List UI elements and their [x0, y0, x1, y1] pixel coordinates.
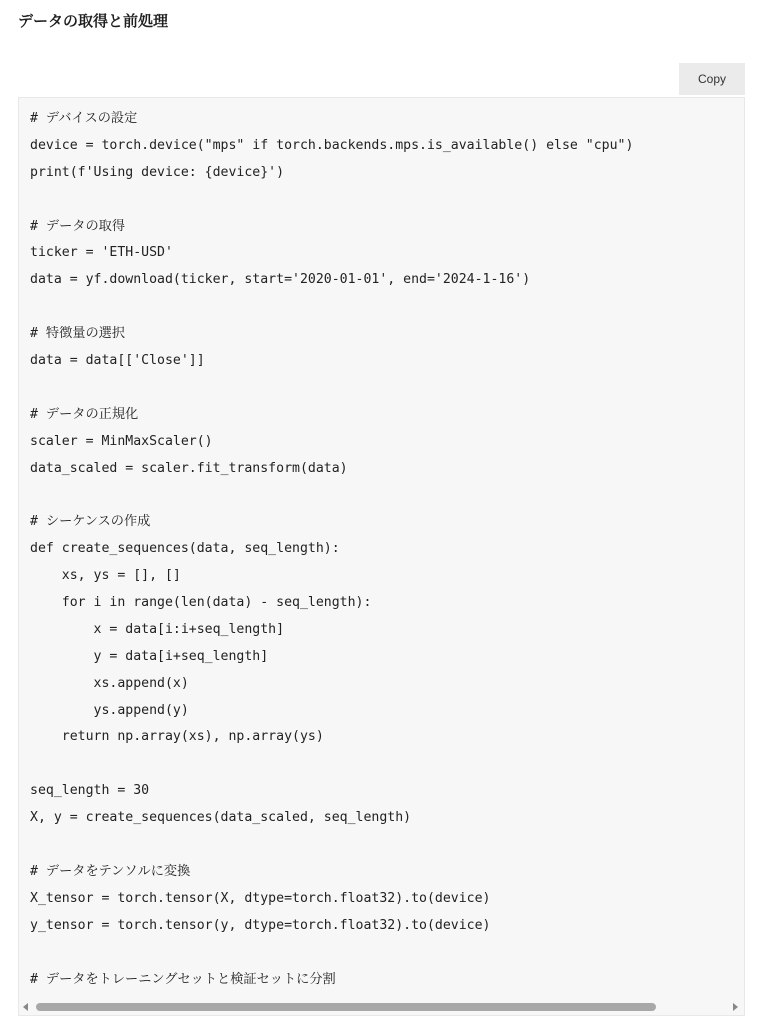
- code-line: xs.append(x): [30, 675, 189, 691]
- code-line: def create_sequences(data, seq_length):: [30, 541, 340, 557]
- code-line: ys.append(y): [30, 702, 189, 718]
- code-line: scaler = MinMaxScaler(): [30, 433, 213, 449]
- code-line: X_tensor = torch.tensor(X, dtype=torch.float32).to(device): [30, 890, 491, 906]
- code-line: data = yf.download(ticker, start='2020-01-01', end='2024-1-16'): [30, 272, 531, 288]
- code-block: [18, 97, 745, 1016]
- code-line: [30, 832, 729, 859]
- code-line: device = torch.device("mps" if torch.backends.mps.is_available() else "cpu"): [30, 137, 634, 153]
- scrollbar-thumb[interactable]: [36, 1003, 656, 1011]
- code-line: for i in range(len(data) - seq_length):: [30, 595, 372, 611]
- code-line: [30, 294, 729, 321]
- code-line: # データの取得: [30, 218, 126, 234]
- code-line: seq_length = 30: [30, 783, 150, 799]
- scroll-right-arrow-icon[interactable]: [733, 1003, 738, 1011]
- code-content: [30, 106, 729, 1016]
- code-line: # 特徴量の選択: [30, 326, 126, 342]
- code-line: [30, 187, 729, 214]
- code-line: ticker = 'ETH-USD': [30, 245, 173, 261]
- code-line: # データの正規化: [30, 406, 139, 422]
- code-line: [30, 940, 729, 967]
- code-line: [30, 482, 729, 509]
- code-line: [30, 751, 729, 778]
- code-line: # データをトレーニングセットと検証セットに分割: [30, 971, 336, 987]
- code-line: return np.array(xs), np.array(ys): [30, 729, 324, 745]
- code-line: x = data[i:i+seq_length]: [30, 621, 285, 637]
- section-heading: データの取得と前処理: [18, 12, 169, 30]
- code-line: X, y = create_sequences(data_scaled, seq_length): [30, 810, 412, 826]
- code-line: y = data[i+seq_length]: [30, 648, 269, 664]
- code-line: y_tensor = torch.tensor(y, dtype=torch.float32).to(device): [30, 917, 491, 933]
- code-line: [30, 375, 729, 402]
- copy-button[interactable]: Copy: [679, 63, 745, 95]
- code-line: data_scaled = scaler.fit_transform(data): [30, 460, 348, 476]
- horizontal-scrollbar[interactable]: [19, 999, 744, 1015]
- code-line: # シーケンスの作成: [30, 514, 151, 530]
- code-line: # デバイスの設定: [30, 111, 138, 126]
- code-line: data = data[['Close']]: [30, 353, 205, 369]
- code-line: xs, ys = [], []: [30, 568, 181, 584]
- code-line: print(f'Using device: {device}'): [30, 164, 285, 180]
- code-line: # データをテンソルに変換: [30, 863, 191, 879]
- scroll-left-arrow-icon[interactable]: [23, 1003, 28, 1011]
